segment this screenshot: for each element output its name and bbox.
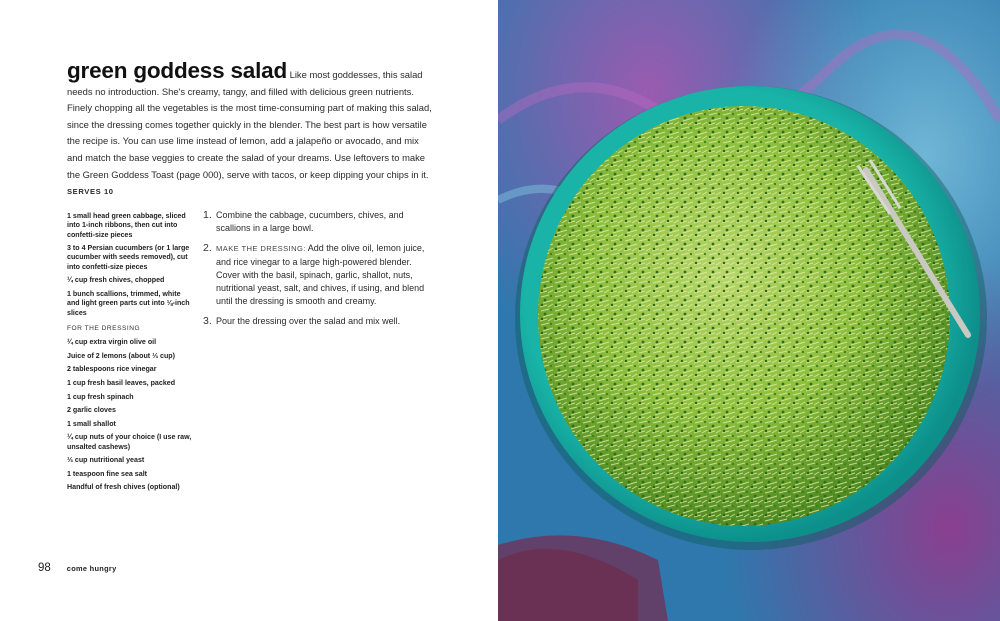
ingredient-item: 1 bunch scallions, trimmed, white and light green parts cut into ⅛-inch slices bbox=[67, 289, 190, 317]
step-text: Add the olive oil, lemon juice, and rice vinegar to a large high-powered blender. Cover with the basil, spinach, garlic, shallot, nuts, nutritional yeast, salt, and chives, if using, and blend until the dressing is smooth and creamy. bbox=[216, 243, 425, 307]
ingredient-item: Juice of 2 lemons (about ⅓ cup) bbox=[67, 351, 175, 360]
ingredient-item: 1 cup fresh basil leaves, packed bbox=[67, 378, 176, 387]
ingredient-item: Handful of fresh chives (optional) bbox=[67, 483, 180, 492]
step-number: 1. bbox=[203, 209, 212, 221]
step-text: Pour the dressing over the salad and mix well. bbox=[216, 316, 401, 327]
step-number: 2. bbox=[203, 242, 212, 255]
ingredient-item: 3 to 4 Persian cucumbers (or 1 large cucumber with seeds removed), cut into confetti-size pieces bbox=[67, 244, 190, 271]
step-3 bbox=[203, 315, 435, 328]
left-page bbox=[0, 0, 498, 621]
step-text: Combine the cabbage, cucumbers, chives, and scallions in a large bowl. bbox=[216, 210, 404, 234]
ingredient-item: 1 cup fresh spinach bbox=[67, 392, 134, 401]
step-2 bbox=[203, 242, 435, 308]
ingredient-item: ⅓ cup nutritional yeast bbox=[67, 456, 145, 465]
ingredient-item: 1 small shallot bbox=[67, 419, 116, 428]
recipe-title: green goddess salad bbox=[67, 58, 288, 83]
ingredient-list bbox=[67, 212, 195, 497]
book-title: come hungry bbox=[66, 564, 117, 573]
page-number: 98 bbox=[38, 562, 51, 574]
step-1 bbox=[203, 209, 435, 235]
photo-page bbox=[498, 0, 1000, 621]
ingredient-item: 2 garlic cloves bbox=[67, 406, 116, 415]
ingredient-item: ¼ cup extra virgin olive oil bbox=[67, 338, 157, 347]
ingredient-item: 1 teaspoon fine sea salt bbox=[67, 469, 148, 478]
page-footer bbox=[38, 562, 117, 574]
salad-photo bbox=[498, 0, 1000, 621]
ingredient-item: ¼ cup fresh chives, chopped bbox=[67, 276, 165, 285]
recipe-intro-block bbox=[67, 60, 435, 201]
ingredient-item: 2 tablespoons rice vinegar bbox=[67, 365, 157, 374]
ingredient-item: ¼ cup nuts of your choice (I use raw, unsalted cashews) bbox=[67, 433, 192, 451]
recipe-intro: Like most goddesses, this salad needs no introduction. She's creamy, tangy, and filled with delicious green nutrients. Finely chopping all the vegetables is the most time-consuming part of making this salad, since the dressing comes together quickly in the blender. The best part is how versatile the recipe is. You can use lime instead of lemon, add a jalapeño or avocado, and mix and match the base veggies to create the salad of your dreams. Use leftovers to make the Green Goddess Toast (page 000), serve with tacos, or keep dipping your chips in it. bbox=[67, 69, 432, 180]
ingredient-item: 1 small head green cabbage, sliced into 1-inch ribbons, then cut into confetti-size pieces bbox=[67, 212, 186, 239]
step-number: 3. bbox=[203, 315, 212, 328]
method-steps bbox=[203, 209, 435, 336]
dressing-heading: FOR THE DRESSING bbox=[67, 324, 141, 332]
step-label: MAKE THE DRESSING: bbox=[216, 244, 306, 254]
serves-label: SERVES 10 bbox=[67, 187, 114, 197]
